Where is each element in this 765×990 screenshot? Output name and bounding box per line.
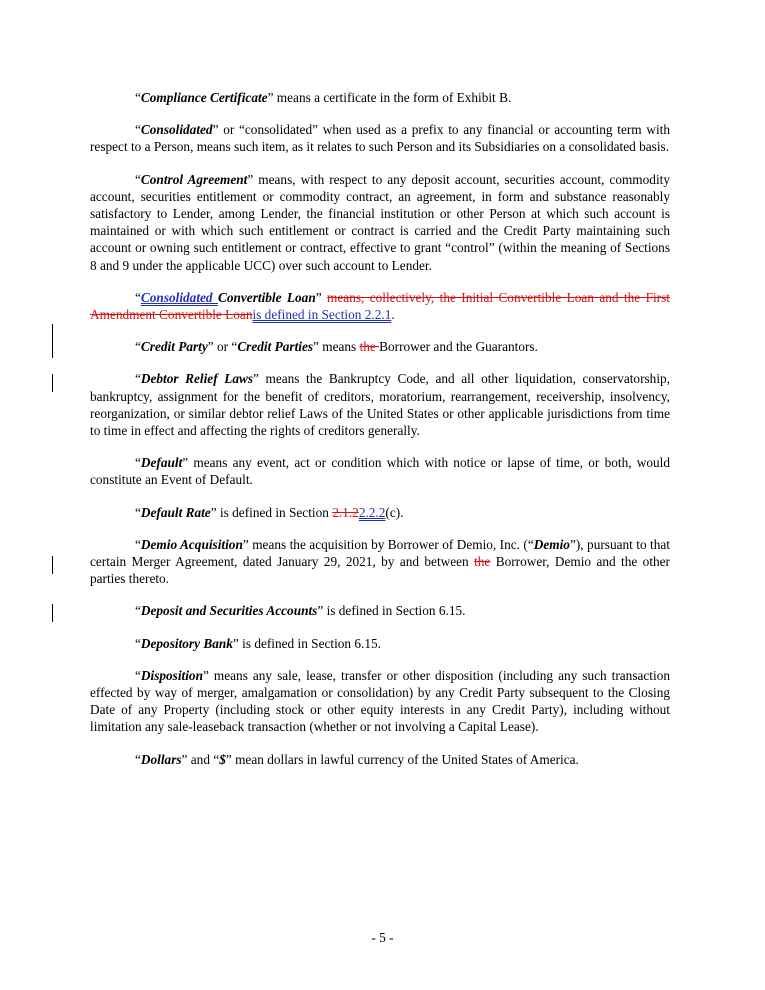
- inserted-text: is defined in Section 2.2.1: [252, 307, 392, 323]
- defined-term: Control Agreement: [140, 171, 248, 187]
- definition-depository-bank: “Depository Bank” is defined in Section 6.15.: [135, 635, 381, 651]
- deleted-text: the: [359, 339, 380, 355]
- defined-term: Default: [140, 455, 183, 471]
- defined-term: Deposit and Securities Accounts: [140, 603, 318, 619]
- definition-demio-acquisition: “Demio Acquisition” means the acquisition by Borrower of Demio, Inc. (“Demio”), pursuant to that certain Merger Agreement, dated January 29, 2021, by and between the Borrower, Demio and the other parties thereto.: [90, 536, 670, 587]
- definition-dollars: “Dollars” and “$” mean dollars in lawful currency of the United States of America.: [135, 751, 579, 767]
- definition-control-agreement: “Control Agreement” means, with respect to any deposit account, securities account, commodity account, securities entitlement or commodity contract, an agreement, in form and substance reasonably satisfactory to Lender, among Lender, the financial institution or other Person at which such account is maintained or with which such entitlement or contract is carried and the Credit Party maintaining such account or owning such entitlement or contract, effective to grant “control” (within the meaning of Sections 8 and 9 under the applicable UCC) over such account to Lender.: [90, 171, 670, 273]
- change-bar: [52, 556, 53, 574]
- change-bar: [52, 374, 53, 392]
- definition-default: “Default” means any event, act or condition which with notice or lapse of time, or both, would constitute an Event of Default.: [90, 455, 670, 488]
- defined-term: Consolidated: [140, 122, 213, 138]
- defined-term: Credit Party: [140, 339, 208, 355]
- defined-term: Demio Acquisition: [140, 536, 243, 552]
- inserted-text: 2.2.2: [358, 504, 386, 520]
- definition-credit-party: “Credit Party” or “Credit Parties” means the Borrower and the Guarantors.: [135, 339, 538, 355]
- deleted-text: means, collectively, the Initial Convertible Loan and the First Amendment Convertible Loan: [90, 289, 670, 323]
- page-number: - 5 -: [371, 930, 394, 945]
- document-body: [90, 89, 670, 783]
- defined-term: Default Rate: [140, 504, 211, 520]
- definition-deposit-securities-accounts: “Deposit and Securities Accounts” is defined in Section 6.15.: [135, 603, 466, 619]
- defined-term: Credit Parties: [237, 339, 314, 355]
- defined-term: Compliance Certificate: [140, 90, 268, 105]
- definition-compliance-certificate: “Compliance Certificate” means a certificate in the form of Exhibit B.: [135, 90, 512, 105]
- deleted-text: 2.1.2: [332, 504, 359, 520]
- defined-term: Debtor Relief Laws: [140, 371, 254, 387]
- definition-debtor-relief-laws: “Debtor Relief Laws” means the Bankruptcy Code, and all other liquidation, conservatorship, bankruptcy, assignment for the benefit of creditors, moratorium, rearrangement, receivership, insolvency, reorganization, or similar debtor relief Laws of the United States or other applicable jurisdictions from time to time in effect and affecting the rights of creditors generally.: [90, 371, 670, 439]
- change-bar: [52, 604, 53, 622]
- definition-convertible-loan: “Consolidated Convertible Loan” means, collectively, the Initial Convertible Loan and the First Amendment Convertible Loanis defined in Section 2.2.1.: [90, 289, 670, 323]
- definition-default-rate: “Default Rate” is defined in Section 2.1.22.2.2(c).: [135, 504, 404, 520]
- defined-term: Demio: [533, 536, 570, 552]
- change-bar: [52, 324, 53, 358]
- definition-disposition: “Disposition” means any sale, lease, transfer or other disposition (including any such transaction effected by way of merger, amalgamation or consolidation) by any Credit Party subsequent to the Closing Date of any Property (including stock or other equity interests in any Credit Party), including without limitation any sale-leaseback transaction (whether or not involving a Capital Lease).: [90, 667, 670, 735]
- defined-term: Convertible Loan: [217, 289, 316, 305]
- defined-term: Dollars: [140, 751, 182, 767]
- inserted-text: Consolidated: [140, 289, 218, 305]
- definition-consolidated: “Consolidated” or “consolidated” when used as a prefix to any financial or accounting term with respect to a Person, means such item, as it relates to such Person and its Subsidiaries on a consolidated basis.: [90, 122, 670, 155]
- defined-term: Disposition: [140, 667, 203, 683]
- defined-term: $: [219, 751, 226, 767]
- deleted-text: the: [474, 554, 491, 570]
- defined-term: Depository Bank: [140, 635, 233, 651]
